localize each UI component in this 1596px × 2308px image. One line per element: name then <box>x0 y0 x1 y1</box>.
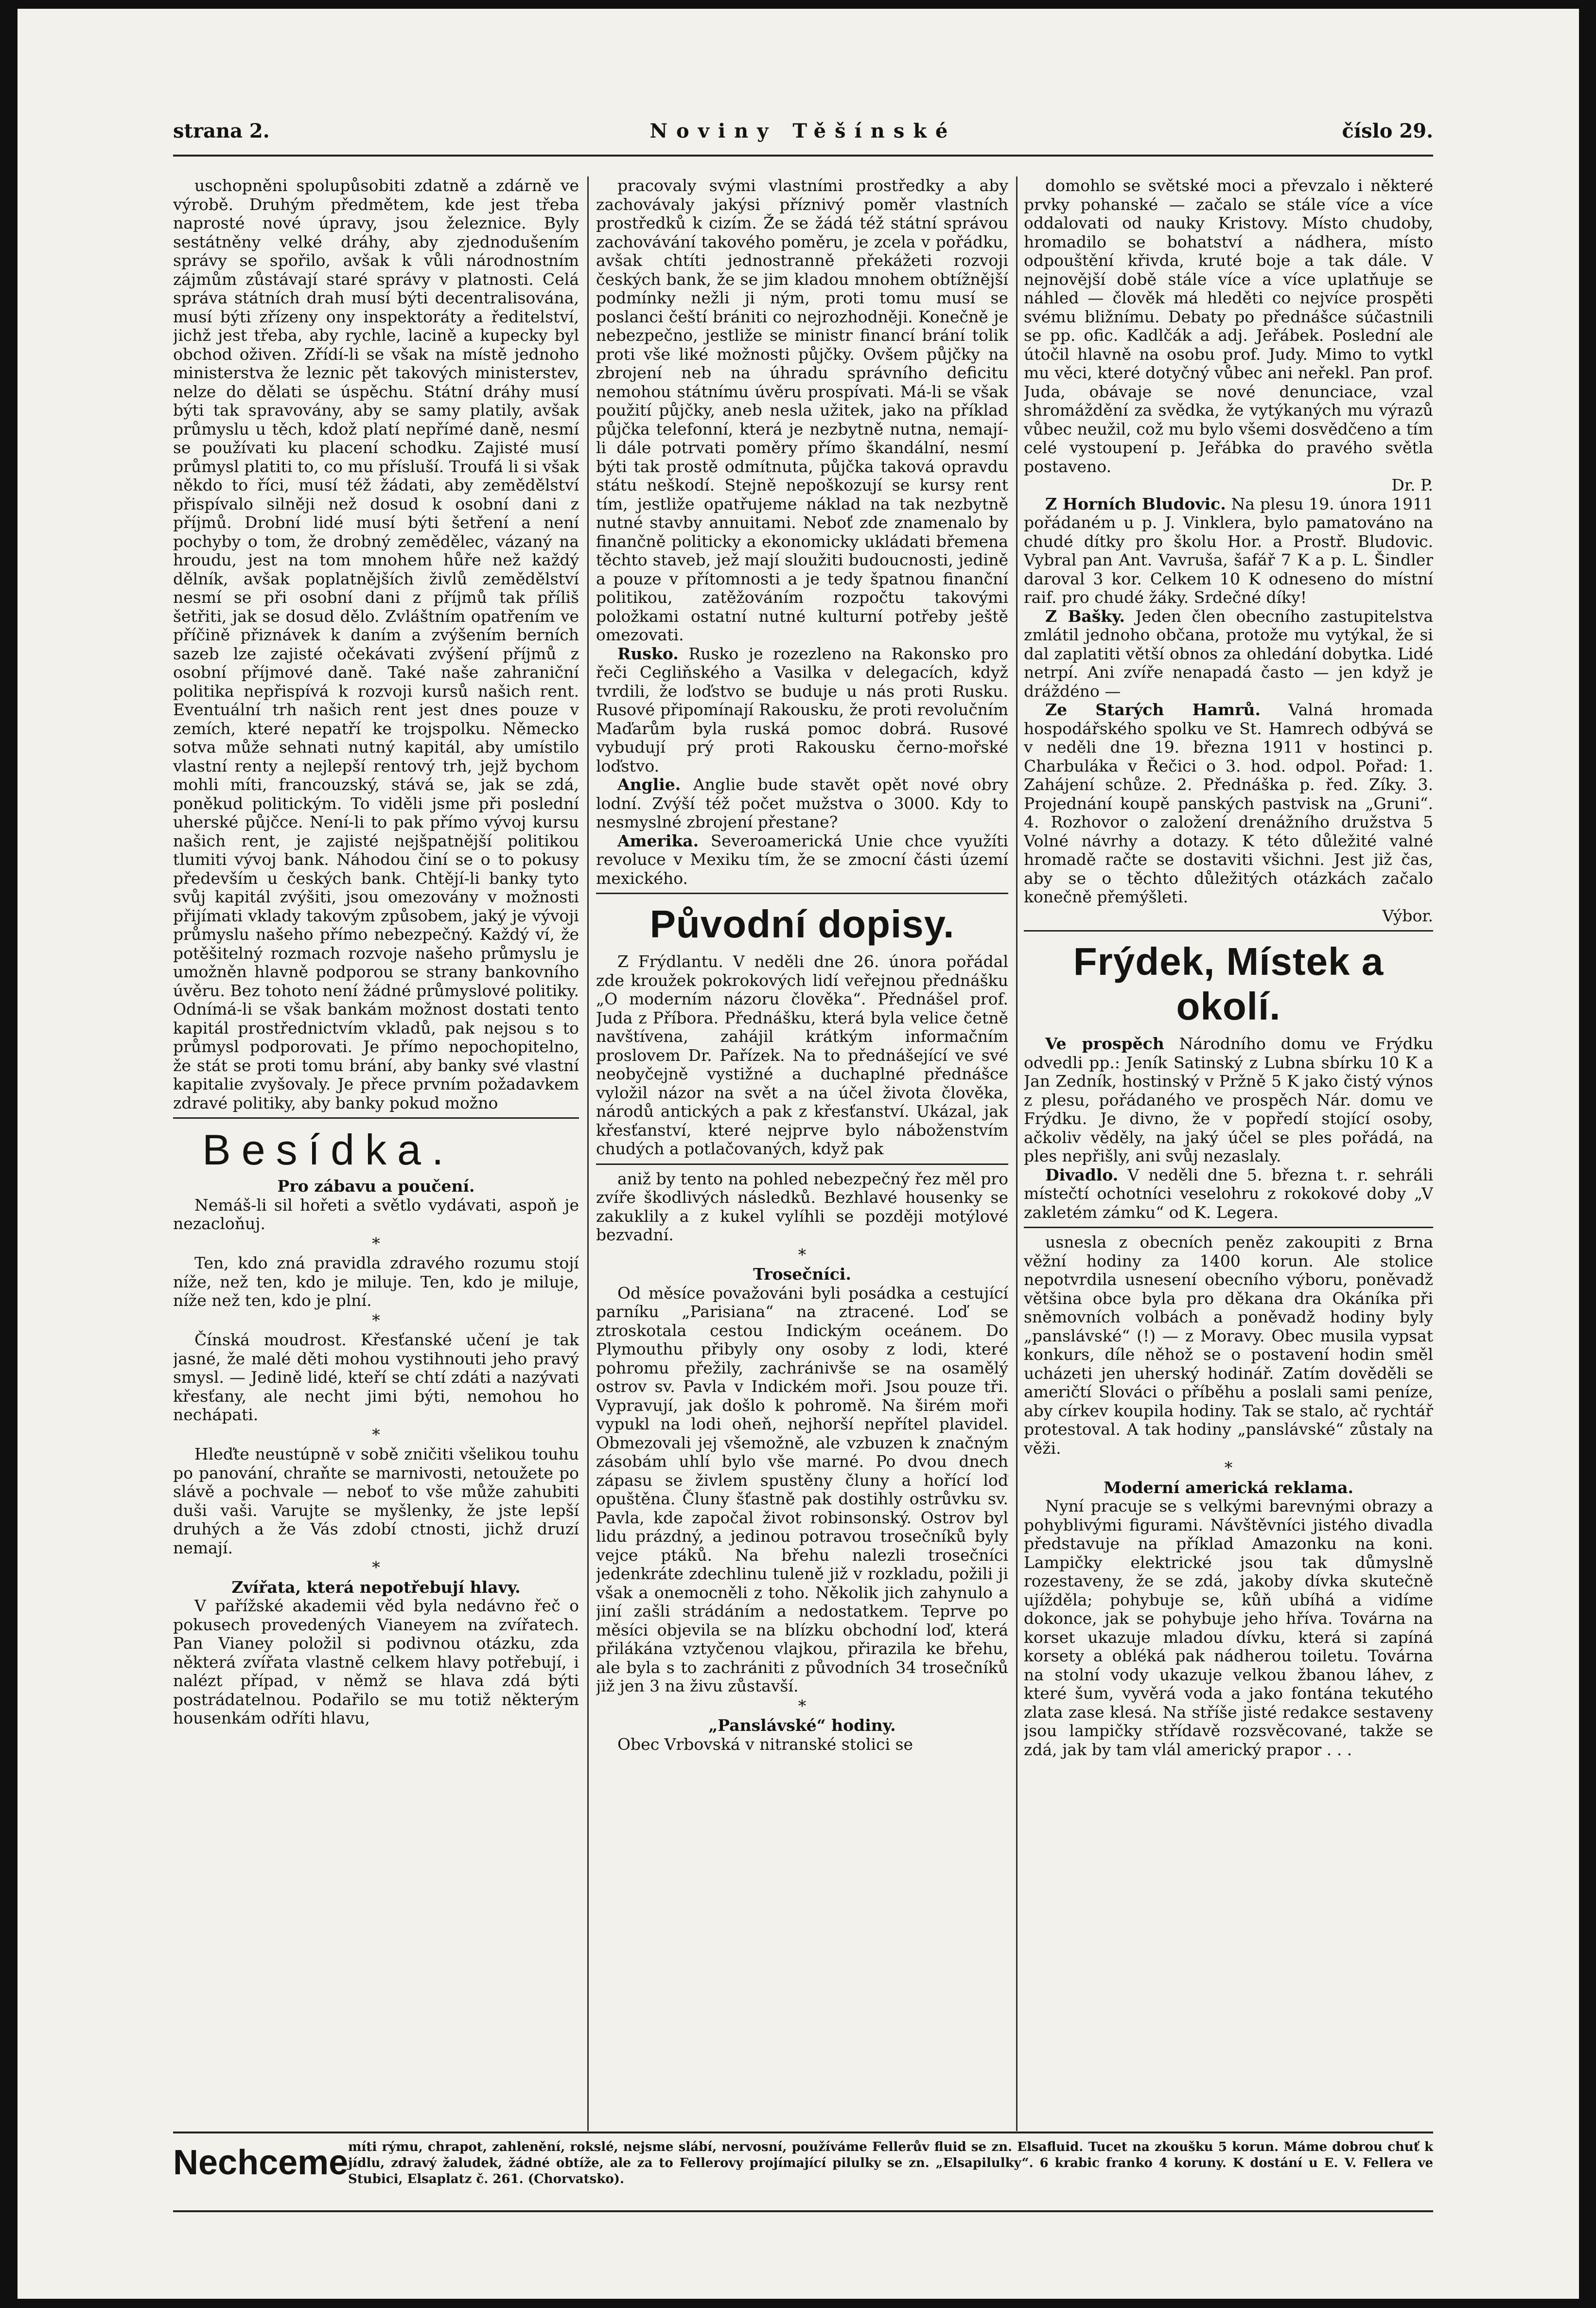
news-lead: Rusko. <box>617 644 679 663</box>
header-rule <box>173 155 1433 157</box>
page-number: strana 2. <box>173 120 270 142</box>
column-2 <box>596 176 1008 2131</box>
local-item <box>1024 1166 1433 1222</box>
aphorism: Ten, kdo zná pravidla zdravého rozumu stojí níže, než ten, kdo je miluje. Ten, kdo je miluje, níže než ten, kdo je plní. <box>173 1253 579 1310</box>
aphorism: Hleďte neustúpně v sobě zničiti všelikou touhu po panování, chraňte se marnivosti, netoužete po slávě a pochvale — neboť to vše může zahubiti duši vaši. Varujte se myšlenky, že jste lepší druhých a že Vás zdobí ctnosti, jichž druzí nemají. <box>173 1445 579 1557</box>
separator-star: * <box>798 1696 807 1715</box>
aphorism: Čínská moudrost. Křesťanské učení je tak jasné, že malé děti mohou vystihnouti jeho pravý smysl. — Jedině lidé, kteří se chtí zdáti a nazývati křesťany, ale necht jimi býti, nemohou ho nechápati. <box>173 1330 579 1424</box>
local-lead: Ve prospěch <box>1045 1034 1164 1053</box>
news-text: Rusko je rozezleno na Rakonsko pro řeči Cegliňského a Vasilka v delegacích, když tvrdili, že loďstvo se buduje u nás proti Rusku. Rusové připomínají Rakousku, že proti revolučním Maďarům byla ruská pomoc dobrá. Rusové vybudují prý proti Rakousku černo-mořské loďstvo. <box>596 644 1008 775</box>
separator-star: * <box>798 1245 807 1264</box>
separator-star: * <box>372 1233 380 1253</box>
news-item <box>596 832 1008 888</box>
article-paragraph: Od měsíce považováni byli posádka a cestující parníku „Parisiana“ na ztracené. Loď se ztroskotala cestou Indickým oceánem. Do Plymouthu přibyly ony osoby z lodi, které pohromu přežily, zachránivše se na osamělý ostrov sv. Pavla v Indickém moři. Jsou pouze tři. Vypravují, jak došlo k pohromě. Na širém moři vypukl na lodi oheň, nejhorší nepřítel plavidel. Obmezovali jej všemožně, ale vzbuzen k značným zásobám uhlí bylo vše marné. Po dvou dnech zápasu se živlem spustěny čluny a hořící loď opuštěna. Čluny šťastně pak dostihly ostrůvku sv. Pavla, kde započal život robinsonský. Ostrov byl lidu prázdný, a jedinou potravou trosečníků byly vejce ptáků. Na břehu nalezli trosečníci jedenkráte zdechlinu tuleně již v rozkladu, požili ji však a onemocněli z toho. Několik jich zahynulo a jiní zašli strádáním a nedostatkem. Teprve po měsíci objevila se na blízku obchodní loď, která přilákána vztyčenou vlajkou, přirazila ke břehu, ale byla s to zachrániti z původních 34 trosečníků již jen 3 na živu zůstavší. <box>596 1283 1008 1695</box>
report-item <box>1024 701 1433 907</box>
local-lead: Divadlo. <box>1045 1165 1119 1184</box>
section-subtitle: Pro zábavu a poučení. <box>277 1177 475 1196</box>
local-text: Národního domu ve Frýdku odvedli pp.: Jeník Satinský z Lubna sbírku 10 K a Jan Zedník, hostinský v Pržně 5 K jako čistý výnos z plesu, pořádaného ve prospěch Nár. domu ve Frýdku. Je divno, že v popředí stojící osoby, ačkoliv věděly, na jaký účel se ples pořádá, na ples nepřišly, ani svůj nezaslaly. <box>1024 1034 1433 1165</box>
report-lead: Ze Starých Hamrů. <box>1045 700 1261 719</box>
news-item <box>596 775 1008 832</box>
article-paragraph: V pařížské akademii věd byla nedávno řeč o pokusech provedených Vianeyem na zvířatech. Pan Vianey položil si podivnou otázku, zda některá zvířata vlastně celkem hlavy potřebují, i nalézt případ, v němž se hlava zdá býti postrádatelnou. Podařilo se mu totiž některým housenkám odříti hlavu, <box>173 1596 579 1727</box>
report-item <box>1024 607 1433 701</box>
separator-star: * <box>1224 1458 1233 1477</box>
advertisement <box>173 2133 1433 2206</box>
column-divider-2 <box>1016 176 1017 2131</box>
column-1 <box>173 176 579 2131</box>
ad-text: míti rýmu, chrapot, zahlenění, rokslé, nejsme slábí, nervosní, používáme Fellerův fluid se zn. Elsafluid. Tucet na zkoušku 5 korun. Máme dobrou chuť k jídlu, zdravý žaludek, žádné obtíže, ale za to Fellerovy projímající pilulky se zn. „Elsapilulky“. 6 krabic franko 4 koruny. K dostání u E. V. Fellera ve Stubici, Elsaplatz č. 261. (Chorvatsko). <box>348 2140 1433 2186</box>
separator-star: * <box>372 1558 380 1577</box>
subheading: „Panslávské“ hodiny. <box>708 1716 896 1735</box>
article-paragraph: Nyní pracuje se s velkými barevnými obrazy a pohyblivými figurami. Návštěvníci jistého divadla představuje na příklad Amazonku na koni. Lampičky elektrické jsou tak důmyslně rozestaveny, že se zdá, jakoby dívka skutečně ujížděla; pohybuje se, kůň ubíhá a vidíme dokonce, jak se pohybuje jeho hříva. Továrna na korset ukazuje mladou dívku, která si zapíná korsety a obléká pak nádherou toiletu. Továrna na stolní vody ukazuje velkou žbanou láhev, z které šum, vyvěrá voda a jako fontána tekutého zlata zase klesá. Na stříše jisté redakce sestaveny jsou lampičky střídavě rozsvěcované, takže se zdá, jak by tam vlál americký prapor . . . <box>1024 1497 1433 1759</box>
subheading: Trosečníci. <box>753 1265 851 1284</box>
article-paragraph: pracovaly svými vlastními prostředky a aby zachovávaly jakýsi příznivý poměr vlastních prostředků k cizím. Že se žádá též státní správou zachovávání takového poměru, je zcela v pořádku, avšak chtíti jednostranně překážeti rozvoji českých bank, že se jim kladou mnohem obtížnější podmínky nežli ji ným, proti tomu musí se poslanci čeští brániti co nejrozhodněji. Konečně je nebezpečno, jestliže se ministr financí brání tolik proti vše liké možnosti půjčky. Ovšem půjčky na zbrojení neb na úhradu správního deficitu nemohou státnímu úvěru prospívati. Má-li se však použití půjčky, aneb nesla užitek, jako na příklad půjčka telefonní, která je nezbytně nutna, nemají-li dále potrvati poměry přímo škandální, nesmí býti tak prostě odmítnuta, půjčka taková opravdu státu neškodí. Stejně nepoškozují se kursy rent tím, jestliže opatřujeme náklad na tak nezbytně nutné stavby annuitami. Neboť zde znamenalo by finančně politicky a ekonomicky ukládati břemena těchto staveb, jež mají sloužiti budoucnosti, jedině a pouze v přítomnosti a je tedy špatnou finanční politikou, zatěžováním rozpočtu takovými položkami ostatní nutné kulturní potřeby ještě omezovati. <box>596 176 1008 644</box>
section-rule <box>1024 1227 1433 1228</box>
column-divider-1 <box>587 176 589 2131</box>
newspaper-title: Noviny Těšínské <box>649 120 957 142</box>
signature: Dr. P. <box>1391 476 1433 494</box>
article-paragraph: Z Frýdlantu. V neděli dne 26. února pořádal zde kroužek pokrokových lidí veřejnou přednášku „O moderním názoru člověka“. Přednášel prof. Juda z Příbora. Přednášku, která byla velice četně navštívena, zahájil krátkým informačním proslovem Dr. Pařízek. Na to přednášející ve své neobyčejně vystižné a duchaplné přednášce vyložil názor na svět a na účel života člověka, národů antických a pak z křesťanství. Ukázal, jak křesťanství, které nejprve bylo náboženstvím chudých a potlačovaných, když pak <box>596 952 1008 1158</box>
subheading: Zvířata, která nepotřebují hlavy. <box>231 1577 521 1597</box>
section-rule <box>596 1163 1008 1165</box>
ad-bottom-rule <box>173 2210 1433 2212</box>
local-item <box>1024 1035 1433 1166</box>
news-lead: Amerika. <box>617 831 699 850</box>
page-header <box>173 120 1433 154</box>
section-rule <box>173 1117 579 1119</box>
section-title-besidka: Besídka. <box>202 1126 455 1174</box>
aphorism: Nemáš-li sil hořeti a světlo vydávati, aspoň je nezacloňuj. <box>173 1195 579 1233</box>
section-title-frydek: Frýdek, Místek a okolí. <box>1073 940 1384 1028</box>
article-paragraph: usnesla z obecních peněz zakoupiti z Brna věžní hodiny za 1400 korun. Ale stolice nepotvrdila usnesení obecního výboru, poněvadž většina obce byla pro děkana dra Okáníka při sněmovních volbách a poněvadž hodiny byly „panslávské“ (!) — z Moravy. Obec musila vypsat konkurs, díle něhož se o postavení hodin směl ucházeti jen uherský hodinář. Zatím dověděli se američtí Slováci o příběhu a poslali sami peníze, aby církev koupila hodiny. Tak se stalo, ač rychtář protestoval. A tak hodiny „panslávské“ zůstaly na věži. <box>1024 1233 1433 1458</box>
article-paragraph: aniž by tento na pohled nebezpečný řez měl pro zvíře škodlivých následků. Bezhlavé housenky se zakuklily a z kukel vylíhli se později motýlové bezvadní. <box>596 1169 1008 1244</box>
news-text: Anglie bude stavět opět nové obry lodní. Zvýší též počet mužstva o 3000. Kdy to nesmyslné zbrojení přestane? <box>596 775 1008 831</box>
signature: Výbor. <box>1382 906 1433 925</box>
news-item <box>596 645 1008 776</box>
section-rule <box>596 893 1008 894</box>
section-title-dopisy: Původní dopisy. <box>649 902 955 946</box>
report-text: Na plesu 19. února 1911 pořádaném u p. J. Vinklera, bylo pamatováno na chudé dítky pro školu Hor. a Prostř. Bludovic. Vybral pan Ant. Vavruša, šafář 7 K a p. L. Šindler daroval 3 kor. Celkem 10 K odneseno do místní raif. pro chudé žáky. Srdečné díky! <box>1024 494 1433 607</box>
report-item <box>1024 495 1433 607</box>
ad-headline: Nechceme <box>173 2143 349 2182</box>
newspaper-page <box>18 9 1579 2299</box>
section-rule <box>1024 930 1433 932</box>
report-text: Valná hromada hospodářského spolku ve St. Hamrech odbývá se v neděli dne 19. března 1911 v hostinci p. Charbuláka v Řečici o 3. hod. odpol. Pořad: 1. Zahájení schůze. 2. Přednáška p. řed. Zíky. 3. Projednání koupě panských pastvisk na „Gruni“. 4. Rozhovor o založení drenážního družstva 5 Volné návrhy a dotazy. K této důležité valné hromadě račte se dostaviti všichni. Jest již čas, aby se o těchto důležitých otázkách začalo konečně přemýšleti. <box>1024 700 1433 906</box>
report-text: Jeden člen obecního zastupitelstva zmlátil jednoho občana, protože mu vytýkal, že si dal zaplatiti větší obnos za ohledání dobytka. Lidé netrpí. Ani zvíře nenapadá často — jen když je dráždéno — <box>1024 606 1433 701</box>
separator-star: * <box>372 1310 380 1330</box>
issue-number: číslo 29. <box>1342 120 1433 142</box>
article-paragraph: uschopněni spolupůsobiti zdatně a zdárně ve výrobě. Druhým předmětem, kde jest třeba naprosté nové úpravy, jsou železnice. Byly sestátněny velké dráhy, aby zjednodušením správy se spořilo, avšak k vůli národnostním zájmům zůstávají staré správy v platnosti. Celá správa státních drah musí býti decentralisována, musí býti zřízeny ony inspektoráty a ředitelství, jichž jest třeba, aby rychle, lacině a kupecky byl obchod oživen. Zřídí-li se však na místě jednoho ministerstva že leznic pět takových ministerstev, nelze do dělati se úspěchu. Státní dráhy musí býti tak spravovány, aby se samy platily, avšak průmyslu u těch, kdož platí nepřímé daně, nesmí se používati ku placení schodku. Zajisté musí průmysl platiti to, co mu přísluší. Troufá li si však někdo to říci, musí též žádati, aby zemědělství přispívalo silněji než dosud k osobní dani z příjmů. Drobní lidé musí býti šetření a není pochyby o tom, že drobný zemědělec, vázaný na hroudu, jest na tom mnohem hůře než každý dělník, avšak poplatnějších živlů zemědělství nesmí se při osobní dani z příjmů tak příliš šetřiti, jak se dosud dělo. Zvláštním opatřením ve příčině přiznávek k daním a zvýšením berních sazeb lze zajisté očekávati zvýšení příjmů z osobní příjmové daně. Také naše zahraniční politika nepřispívá k rozvoji kursů našich rent. Eventuální trh našich rent jest dnes pouze v zemích, které nepatří ke trojspolku. Německo sotva může sehnati nutný kapitál, aby umístilo vlastní renty a nejlepší rentový trh, jejž bychom mohli míti, francouzský, stává se, jak se zdá, poněkud politickým. To viděli jsme při poslední uherské půjčce. Není-li to pak přímo vývoj kursu našich rent, je zajisté nejšpatnější politikou tlumiti vývoj bank. Náhodou činí se o to pokusy především u českých bank. Chtějí-li banky tyto svůj kapitál zvýšiti, jsou omezovány v možnosti přijímati vklady takovým způsobem, jaký je vývoji průmyslu našeho přímo nebezpečný. Každý ví, že potěšitelný rozmach rozvoje našeho průmyslu je umožněn hlavně podporou se strany bankovního úvěru. Bez tohoto není žádné průmyslové politiky. Odnímá-li se však bankám možnost dostati tento kapitál prostřednictvím vkladů, pak nejsou s to průmysl podporovati. Je přímo nepochopitelno, že stát se proti tomu brání, aby banky své vlastní kapitalie zvyšovaly. Je přece prvním požadavkem zdravé politiky, aby banky pokud možno <box>173 176 579 1112</box>
report-lead: Z Horních Bludovic. <box>1045 494 1226 513</box>
report-lead: Z Bašky. <box>1045 606 1125 626</box>
separator-star: * <box>372 1425 380 1444</box>
subheading: Moderní americká reklama. <box>1103 1478 1353 1497</box>
news-lead: Anglie. <box>617 775 681 794</box>
local-text: V neděli dne 5. března t. r. sehráli místečtí ochotníci veselohru z rokokové doby „V zakletém zámku“ od K. Legera. <box>1024 1165 1433 1222</box>
news-text: Severoamerická Unie chce využíti revoluce v Mexiku tím, že se zmocní části území mexického. <box>596 831 1008 888</box>
article-paragraph: Obec Vrbovská v nitranské stolici se <box>617 1734 913 1754</box>
column-3 <box>1024 176 1433 2131</box>
article-paragraph: domohlo se světské moci a převzalo i některé prvky pohanské — začalo se stále více a více oddalovati od nauky Kristovy. Místo chudoby, hromadilo se bohatství a nádhera, místo odpouštění křivda, kruté boje a tak dále. V nejnovější době stále více a více uplatňuje se náhled — člověk má hleděti co nejvíce prospěti svému bližnímu. Debaty po přednášce súčastnili se pp. ofic. Kadlčák a adj. Jeřábek. Poslední ale útočil hlavně na osobu prof. Judy. Mimo to vytkl mu věci, které dotyčný vůbec ani neřekl. Pan prof. Juda, obávaje se nové denunciace, vzal shromáždění za svědka, že vytýkaných mu výrazů vůbec neužil, což mu bylo všemi dosvědčeno a tím celé vystoupení p. Jeřábka do pravého světla postaveno. <box>1024 176 1433 476</box>
